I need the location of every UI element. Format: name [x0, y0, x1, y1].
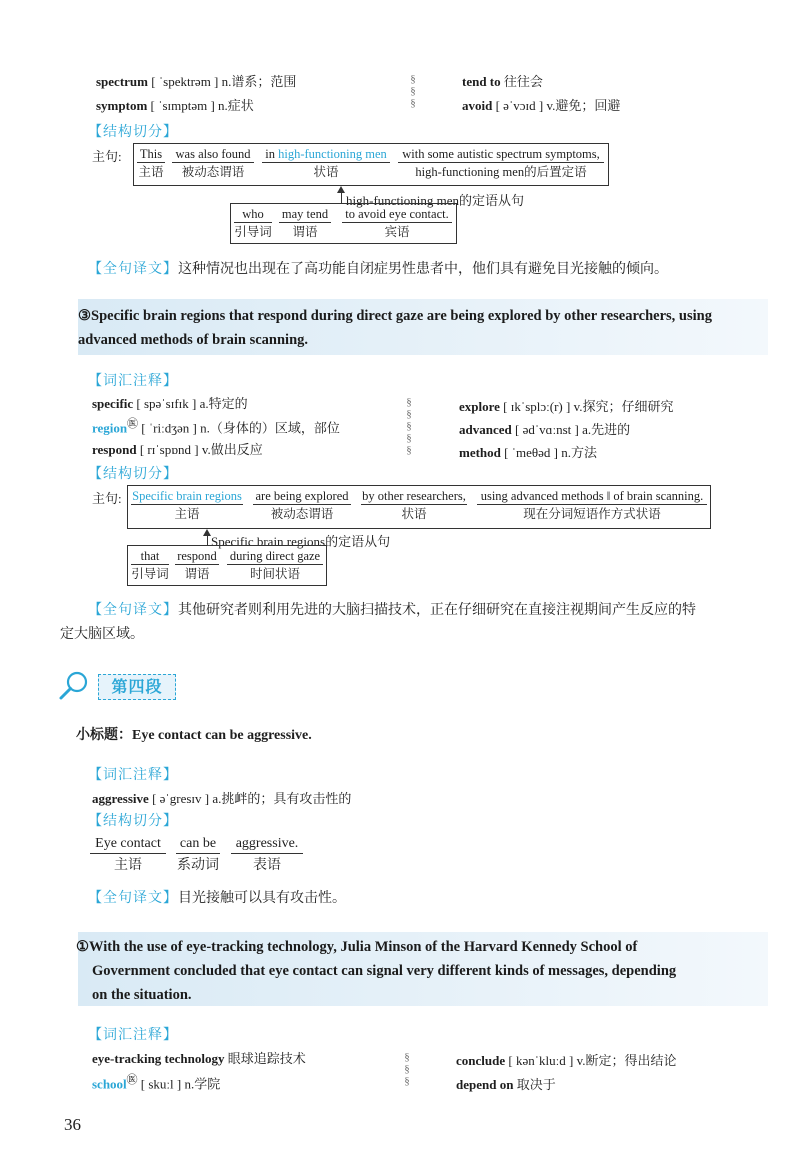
vocab-conclude: conclude [ kənˈkluːd ] v.断定；得出结论 [456, 1053, 677, 1068]
structure-label: 【结构切分】 [88, 125, 178, 140]
s2-adverbial: in high-functioning men 状语 [262, 146, 390, 181]
vocab-specific: specific [ spəˈsɪfɪk ] a.特定的 [92, 396, 248, 411]
s3-adverbial: by other researchers, 状语 [362, 489, 466, 521]
vocab-aggressive: aggressive [ əˈgresɪv ] a.挑衅的；具有攻击性的 [92, 791, 352, 806]
arrow-stem [207, 535, 208, 545]
s3-sub-predicate: respond 谓语 [175, 548, 219, 583]
vocab-label: 【词汇注释】 [88, 768, 178, 783]
p4-predicative: aggressive. 表语 [231, 835, 303, 878]
s4-1-sentence-line2: Government concluded that eye contact can signal very different kinds of messages, depending [92, 963, 677, 979]
p4-linking-verb: can be 系动词 [177, 836, 219, 873]
vocab-eye-tracking: eye-tracking technology 眼球追踪技术 [92, 1051, 306, 1066]
vocab-avoid: avoid [ əˈvɔɪd ] v.避免；回避 [462, 98, 621, 113]
vocab-label: 【词汇注释】 [88, 1028, 178, 1043]
paragraph-subtitle: 小标题：Eye contact can be aggressive. [76, 728, 312, 743]
p4-subject: Eye contact 主语 [90, 835, 166, 878]
s4-1-sentence-line3: on the situation. [92, 987, 192, 1003]
column-separator: § § § [410, 73, 416, 109]
s2-predicate: was also found 被动态谓语 [172, 146, 254, 181]
structure-label: 【结构切分】 [88, 467, 178, 482]
structure-label: 【结构切分】 [88, 814, 178, 829]
magnifier-icon [57, 669, 91, 703]
column-separator: § § § [404, 1051, 410, 1087]
vocab-method: method [ ˈmeθəd ] n.方法 [459, 445, 598, 460]
s2-translation: 【全句译文】这种情况也出现在了高功能自闭症男性患者中，他们具有避免目光接触的倾向。 [88, 262, 668, 277]
vocab-spectrum: spectrum [ ˈspektrəm ] n.谱系；范围 [96, 74, 297, 89]
main-clause-label: 主句: [92, 491, 122, 506]
arrow-stem [341, 192, 342, 203]
vocab-school: school㊩ [ skuːl ] n.学院 [92, 1074, 221, 1092]
s2-sub-object: to avoid eye contact. 宾语 [342, 206, 452, 241]
s2-sub-intro: who 引导词 [234, 207, 272, 239]
vocab-tend-to: tend to 往往会 [462, 74, 543, 89]
s2-sub-predicate: may tend 谓语 [279, 206, 331, 241]
s3-sub-label: Specific brain regions的定语从句 [211, 534, 391, 549]
s3-participle-adverbial: using advanced methods ‖ of brain scanning. 现在分词短语作方式状语 [477, 488, 707, 523]
s3-subject: Specific brain regions 主语 [132, 489, 242, 521]
vocab-respond: respond [ rɪˈspɒnd ] v.做出反应 [92, 442, 263, 457]
main-clause-label: 主句: [92, 149, 122, 164]
page-number: 36 [64, 1115, 81, 1134]
s2-subject: This 主语 [138, 147, 164, 179]
vocab-label: 【词汇注释】 [88, 374, 178, 389]
column-separator: § § § § § [406, 396, 412, 456]
s3-sentence: ③Specific brain regions that respond during direct gaze are being explored by other researchers, using advanced methods of brain scanning. [78, 308, 712, 348]
vocab-advanced: advanced [ ədˈvɑːnst ] a.先进的 [459, 422, 631, 437]
s3-predicate: are being explored 被动态谓语 [253, 488, 351, 523]
s3-sub-intro: that 引导词 [131, 549, 169, 581]
s2-sub-label: high-functioning men的定语从句 [346, 193, 525, 208]
s3-sub-time-adverbial: during direct gaze 时间状语 [227, 548, 323, 583]
s2-postmodifier: with some autistic spectrum symptoms, high-functioning men的后置定语 [398, 146, 604, 181]
s3-translation-line2: 定大脑区域。 [60, 627, 144, 642]
p4-translation: 【全句译文】目光接触可以具有攻击性。 [88, 891, 346, 906]
vocab-depend-on: depend on 取决于 [456, 1077, 556, 1092]
s4-1-sentence-line1: ①With the use of eye-tracking technology, Julia Minson of the Harvard Kennedy School of [76, 939, 638, 955]
s3-translation-line1: 【全句译文】其他研究者则利用先进的大脑扫描技术，正在仔细研究在直接注视期间产生反应的特 [88, 603, 696, 618]
vocab-explore: explore [ ɪkˈsplɔː(r) ] v.探究；仔细研究 [459, 399, 674, 414]
paragraph-heading: 第四段 [98, 674, 176, 700]
vocab-region: region㊩ [ ˈriːdʒən ] n.（身体的）区域，部位 [92, 418, 340, 436]
vocab-symptom: symptom [ ˈsɪmptəm ] n.症状 [96, 98, 254, 113]
